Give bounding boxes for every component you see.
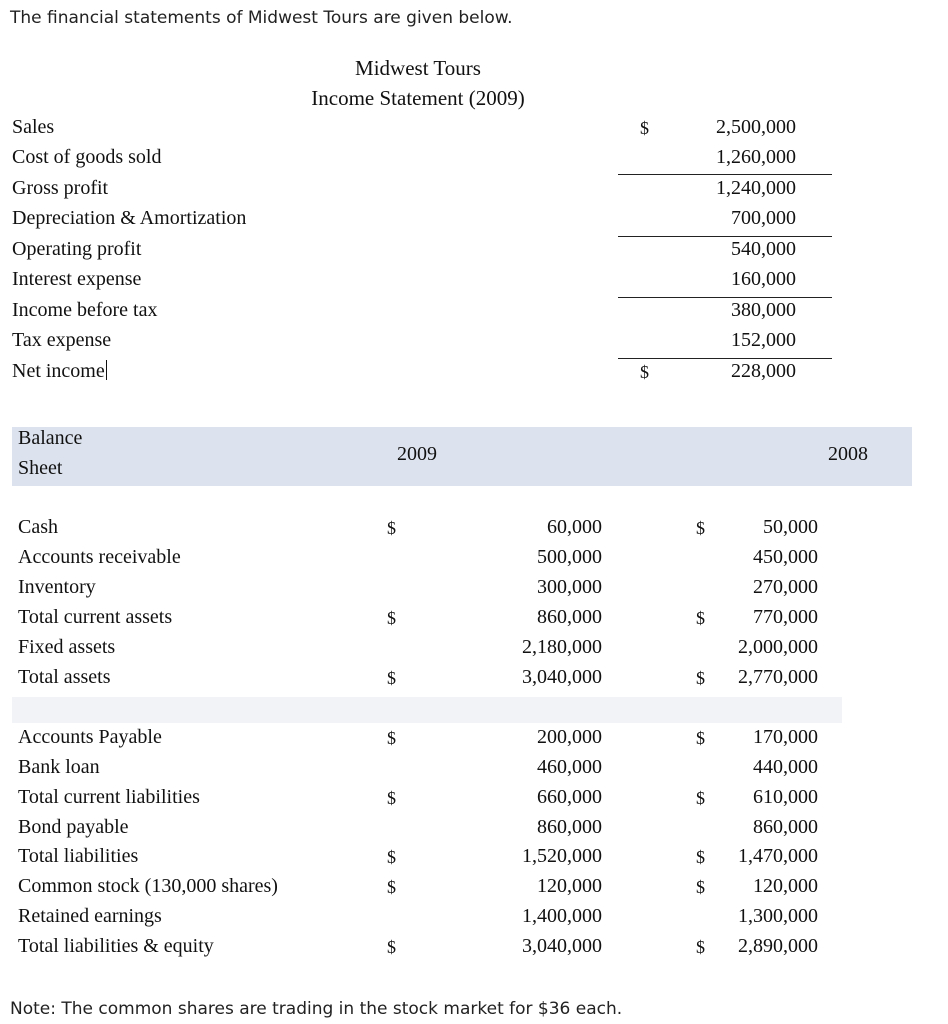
bs-label-fixed-assets: Fixed assets xyxy=(18,636,116,658)
dollar-sign-2008: $ xyxy=(696,788,705,808)
bs-2009-cash: 60,000 xyxy=(547,516,602,538)
income-statement-title: Income Statement (2009) xyxy=(311,86,525,110)
dollar-sign-2008: $ xyxy=(696,608,705,628)
intro-text: The financial statements of Midwest Tours are given below. xyxy=(10,8,513,28)
dollar-sign-2009: $ xyxy=(387,668,396,688)
balance-sheet-heading-line1: Balance xyxy=(18,427,83,449)
section-spacer-band xyxy=(12,697,842,723)
net-income-text: Net income xyxy=(12,360,105,382)
bs-label-accounts-payable: Accounts Payable xyxy=(18,726,162,748)
bs-label-bond-payable: Bond payable xyxy=(18,816,129,838)
bs-2008-total-current-assets: 770,000 xyxy=(753,606,818,628)
column-header-2008: 2008 xyxy=(828,443,868,465)
bs-2009-bank-loan: 460,000 xyxy=(537,756,602,778)
subtotal-rule xyxy=(618,236,832,237)
bs-label-total-assets: Total assets xyxy=(18,666,111,688)
is-dollar-sign: $ xyxy=(640,118,649,138)
subtotal-rule xyxy=(618,174,832,175)
is-value-sales: 2,500,000 xyxy=(716,116,796,138)
bs-2008-bank-loan: 440,000 xyxy=(753,756,818,778)
is-label-operating-profit: Operating profit xyxy=(12,238,142,260)
bs-2008-cash: 50,000 xyxy=(763,516,818,538)
bs-2008-total-liabilities: 1,470,000 xyxy=(738,845,818,867)
bs-label-ar: Accounts receivable xyxy=(18,546,181,568)
bs-2009-inventory: 300,000 xyxy=(537,576,602,598)
bs-2009-common-stock: 120,000 xyxy=(537,875,602,897)
bs-2009-ar: 500,000 xyxy=(537,546,602,568)
dollar-sign-2008: $ xyxy=(696,728,705,748)
bs-label-retained-earnings: Retained earnings xyxy=(18,905,162,927)
is-label-cogs: Cost of goods sold xyxy=(12,146,162,168)
is-value-gross-profit: 1,240,000 xyxy=(716,177,796,199)
bs-2009-total-current-assets: 860,000 xyxy=(537,606,602,628)
bs-2008-accounts-payable: 170,000 xyxy=(753,726,818,748)
dollar-sign-2009: $ xyxy=(387,847,396,867)
bs-2008-total-liabilities-equity: 2,890,000 xyxy=(738,935,818,957)
is-value-net-income: 228,000 xyxy=(731,360,796,382)
is-label-tax: Tax expense xyxy=(12,329,112,351)
dollar-sign-2008: $ xyxy=(696,877,705,897)
footnote: Note: The common shares are trading in the stock market for $36 each. xyxy=(10,999,623,1019)
is-value-depreciation: 700,000 xyxy=(731,207,796,229)
bs-2008-inventory: 270,000 xyxy=(753,576,818,598)
bs-label-bank-loan: Bank loan xyxy=(18,756,100,778)
bs-label-cash: Cash xyxy=(18,516,58,538)
dollar-sign-2009: $ xyxy=(387,937,396,957)
bs-2009-total-liabilities-equity: 3,040,000 xyxy=(522,935,602,957)
bs-label-total-current-liabilities: Total current liabilities xyxy=(18,786,200,808)
bs-2008-fixed-assets: 2,000,000 xyxy=(738,636,818,658)
bs-2008-common-stock: 120,000 xyxy=(753,875,818,897)
dollar-sign-2008: $ xyxy=(696,937,705,957)
bs-label-common-stock: Common stock (130,000 shares) xyxy=(18,875,278,897)
is-label-interest: Interest expense xyxy=(12,268,142,290)
dollar-sign-2009: $ xyxy=(387,728,396,748)
bs-label-inventory: Inventory xyxy=(18,576,96,598)
bs-2009-bond-payable: 860,000 xyxy=(537,816,602,838)
is-dollar-sign-net: $ xyxy=(640,362,649,382)
dollar-sign-2008: $ xyxy=(696,518,705,538)
is-value-tax: 152,000 xyxy=(731,329,796,351)
subtotal-rule xyxy=(618,297,832,298)
balance-sheet-heading-line2: Sheet xyxy=(18,457,63,479)
is-value-income-before-tax: 380,000 xyxy=(731,299,796,321)
dollar-sign-2009: $ xyxy=(387,877,396,897)
bs-2009-total-assets: 3,040,000 xyxy=(522,666,602,688)
balance-sheet-header-band xyxy=(12,427,912,486)
is-label-depreciation: Depreciation & Amortization xyxy=(12,207,247,229)
bs-2008-total-current-liabilities: 610,000 xyxy=(753,786,818,808)
bs-2009-retained-earnings: 1,400,000 xyxy=(522,905,602,927)
bs-2009-accounts-payable: 200,000 xyxy=(537,726,602,748)
is-label-sales: Sales xyxy=(12,116,55,138)
bs-label-total-liabilities: Total liabilities xyxy=(18,845,139,867)
subtotal-rule xyxy=(618,358,832,359)
is-label-income-before-tax: Income before tax xyxy=(12,299,158,321)
is-label-net-income xyxy=(12,360,107,383)
is-label-gross-profit: Gross profit xyxy=(12,177,109,199)
bs-2009-fixed-assets: 2,180,000 xyxy=(522,636,602,658)
bs-2008-retained-earnings: 1,300,000 xyxy=(738,905,818,927)
text-cursor xyxy=(106,360,107,380)
dollar-sign-2009: $ xyxy=(387,788,396,808)
bs-2008-bond-payable: 860,000 xyxy=(753,816,818,838)
is-value-operating-profit: 540,000 xyxy=(731,238,796,260)
bs-label-total-liabilities-equity: Total liabilities & equity xyxy=(18,935,214,957)
company-name: Midwest Tours xyxy=(355,56,481,80)
bs-2009-total-liabilities: 1,520,000 xyxy=(522,845,602,867)
column-header-2009: 2009 xyxy=(397,443,437,465)
bs-2009-total-current-liabilities: 660,000 xyxy=(537,786,602,808)
dollar-sign-2008: $ xyxy=(696,847,705,867)
bs-2008-total-assets: 2,770,000 xyxy=(738,666,818,688)
bs-2008-ar: 450,000 xyxy=(753,546,818,568)
dollar-sign-2009: $ xyxy=(387,608,396,628)
is-value-cogs: 1,260,000 xyxy=(716,146,796,168)
is-value-interest: 160,000 xyxy=(731,268,796,290)
dollar-sign-2008: $ xyxy=(696,668,705,688)
bs-label-total-current-assets: Total current assets xyxy=(18,606,173,628)
dollar-sign-2009: $ xyxy=(387,518,396,538)
